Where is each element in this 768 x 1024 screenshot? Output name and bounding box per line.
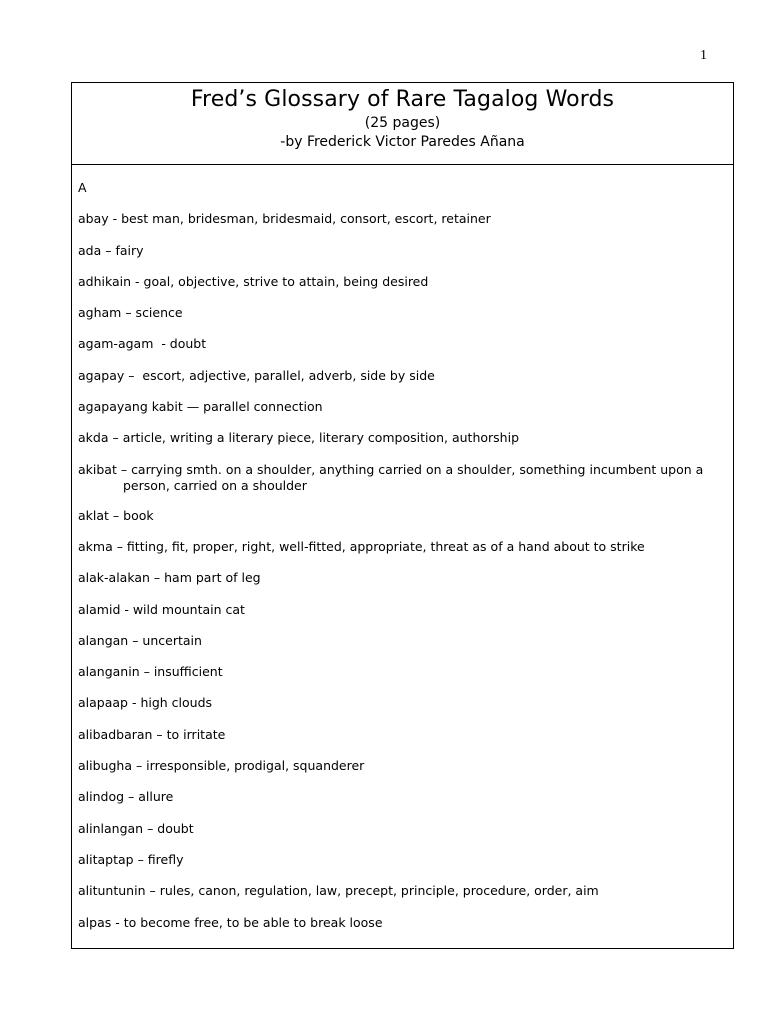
glossary-entry: alamid - wild mountain cat — [78, 601, 245, 617]
glossary-entry: alibadbaran – to irritate — [78, 726, 226, 742]
page-count-subtitle: (25 pages) — [364, 115, 441, 131]
glossary-entry: alanganin – insufficient — [78, 664, 223, 680]
glossary-entry: alangan – uncertain — [78, 632, 202, 648]
glossary-entry: alituntunin – rules, canon, regulation, law, precept, principle, procedure, order, aim — [78, 883, 599, 899]
glossary-entry: alpas - to become free, to be able to break loose — [78, 914, 383, 930]
glossary-entry: agapayang kabit — parallel connection — [78, 399, 323, 415]
glossary-entry: alibugha – irresponsible, prodigal, squanderer — [78, 758, 365, 774]
glossary-entry: akma – fitting, fit, proper, right, well-fitted, appropriate, threat as of a hand about to strike — [78, 538, 645, 554]
glossary-entry: agham – science — [78, 305, 183, 321]
glossary-entry: alinlangan – doubt — [78, 820, 194, 836]
glossary-entry: akibat – carrying smth. on a shoulder, anything carried on a shoulder, something incumbent upon a person, carried on a shoulder — [78, 461, 708, 493]
glossary-entry: alindog – allure — [78, 789, 174, 805]
glossary-entry: adhikain - goal, objective, strive to attain, being desired — [78, 273, 429, 289]
glossary-header — [72, 83, 733, 165]
glossary-entry: akda – article, writing a literary piece, literary composition, authorship — [78, 430, 520, 446]
glossary-frame — [71, 82, 734, 949]
glossary-entry: alak-alakan – ham part of leg — [78, 570, 261, 586]
glossary-entries — [72, 165, 733, 931]
glossary-entry: aklat – book — [78, 507, 154, 523]
page-title: Fred’s Glossary of Rare Tagalog Words — [190, 87, 615, 112]
glossary-entry: abay - best man, bridesman, bridesmaid, consort, escort, retainer — [78, 211, 491, 227]
glossary-entry: agam-agam - doubt — [78, 336, 207, 352]
glossary-entry: alitaptap – firefly — [78, 851, 184, 867]
glossary-entry: ada – fairy — [78, 242, 144, 258]
page-number: 1 — [700, 48, 707, 63]
author-line: -by Frederick Victor Paredes Añana — [280, 134, 525, 150]
section-letter: A — [78, 180, 87, 195]
glossary-entry: agapay – escort, adjective, parallel, adverb, side by side — [78, 367, 435, 383]
glossary-entry: alapaap - high clouds — [78, 695, 213, 711]
